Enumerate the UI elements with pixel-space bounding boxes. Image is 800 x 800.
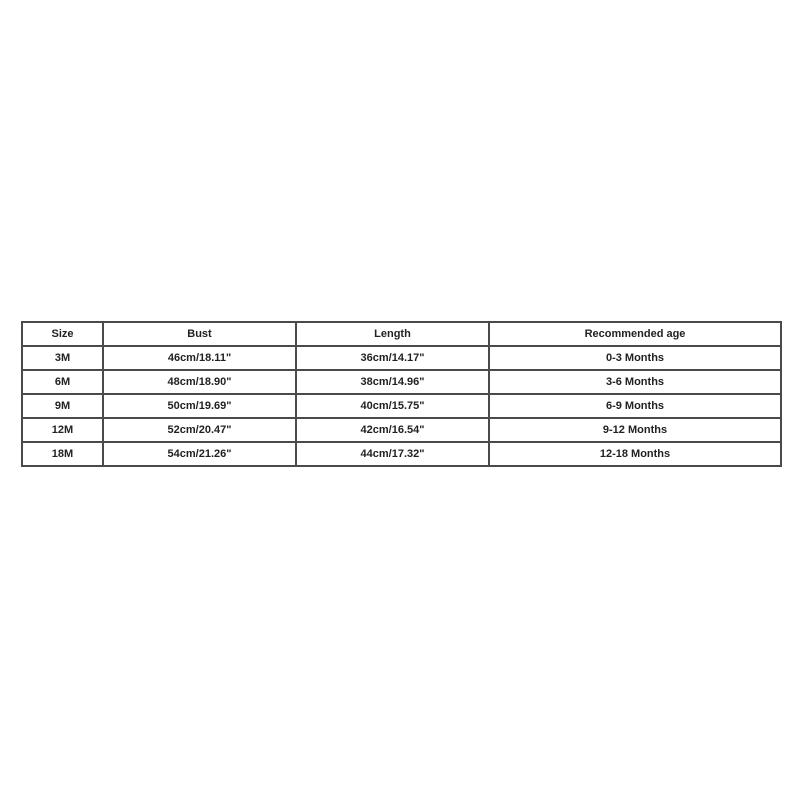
table-body — [22, 346, 781, 466]
cell-length: 44cm/17.32" — [296, 442, 489, 466]
cell-age: 3-6 Months — [489, 370, 781, 394]
header-bust: Bust — [103, 322, 296, 346]
cell-bust: 50cm/19.69" — [103, 394, 296, 418]
cell-size: 9M — [22, 394, 103, 418]
header-length: Length — [296, 322, 489, 346]
cell-bust: 46cm/18.11" — [103, 346, 296, 370]
header-row — [22, 322, 781, 346]
cell-age: 0-3 Months — [489, 346, 781, 370]
table-row — [22, 394, 781, 418]
cell-length: 42cm/16.54" — [296, 418, 489, 442]
header-recommended-age: Recommended age — [489, 322, 781, 346]
cell-size: 12M — [22, 418, 103, 442]
cell-length: 40cm/15.75" — [296, 394, 489, 418]
table-row — [22, 346, 781, 370]
header-size: Size — [22, 322, 103, 346]
cell-size: 18M — [22, 442, 103, 466]
table-row — [22, 418, 781, 442]
cell-age: 9-12 Months — [489, 418, 781, 442]
size-chart-table — [21, 321, 782, 467]
cell-bust: 54cm/21.26" — [103, 442, 296, 466]
cell-size: 6M — [22, 370, 103, 394]
cell-bust: 48cm/18.90" — [103, 370, 296, 394]
cell-length: 36cm/14.17" — [296, 346, 489, 370]
cell-age: 6-9 Months — [489, 394, 781, 418]
table-row — [22, 370, 781, 394]
cell-age: 12-18 Months — [489, 442, 781, 466]
table-row — [22, 442, 781, 466]
table-header — [22, 322, 781, 346]
cell-length: 38cm/14.96" — [296, 370, 489, 394]
cell-bust: 52cm/20.47" — [103, 418, 296, 442]
cell-size: 3M — [22, 346, 103, 370]
